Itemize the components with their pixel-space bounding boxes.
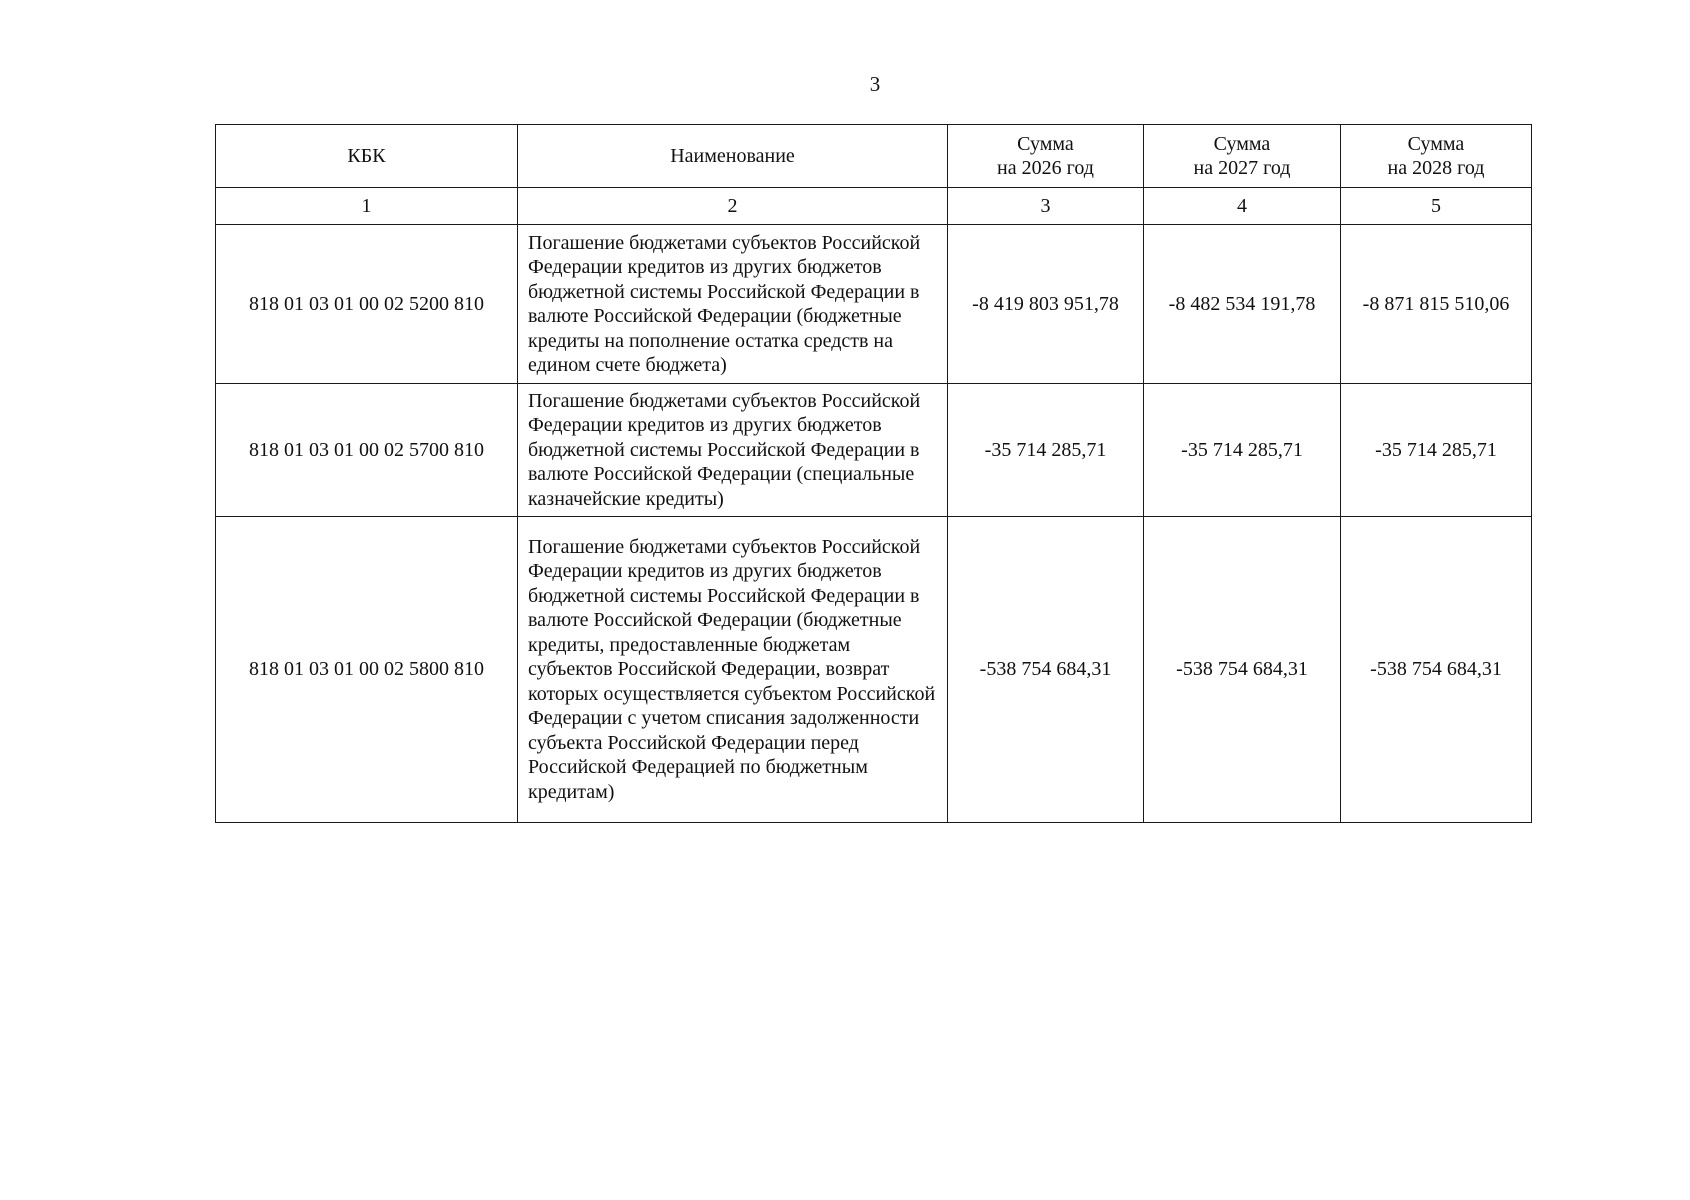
column-number-5: 5 [1341,188,1532,225]
sum-2026-cell: -35 714 285,71 [948,384,1144,517]
page-number: 3 [869,72,881,96]
sum-2027-cell: -8 482 534 191,78 [1144,225,1341,384]
column-number-3: 3 [948,188,1144,225]
header-sum-2028-label: Сумма [1407,132,1465,155]
name-cell: Погашение бюджетами субъектов Российской Федерации кредитов из других бюджетов бюджетной системы Российской Федерации в валюте Российской Федерации (бюджетные кредиты на пополнение остатка средств на едином счете бюджета) [518,225,948,384]
sum-2028-cell: -35 714 285,71 [1341,384,1532,517]
sum-2026-cell: -538 754 684,31 [948,517,1144,823]
table-header-row [216,125,1532,188]
sum-2026-cell: -8 419 803 951,78 [948,225,1144,384]
column-number-4: 4 [1144,188,1341,225]
kbk-cell: 818 01 03 01 00 02 5200 810 [216,225,518,384]
header-sum-2026-year: на 2026 год [997,157,1094,179]
header-sum-2028-year: на 2028 год [1387,157,1485,179]
table-row [216,225,1532,384]
column-number-1: 1 [216,188,518,225]
header-sum-2026-label: Сумма [1017,132,1074,155]
sum-2028-cell: -8 871 815 510,06 [1341,225,1532,384]
header-sum-2026 [948,125,1144,188]
header-kbk: КБК [216,125,518,188]
sum-2027-cell: -538 754 684,31 [1144,517,1341,823]
header-name: Наименование [518,125,948,188]
kbk-cell: 818 01 03 01 00 02 5800 810 [216,517,518,823]
table-row [216,384,1532,517]
name-cell: Погашение бюджетами субъектов Российской Федерации кредитов из других бюджетов бюджетной системы Российской Федерации в валюте Российской Федерации (специальные казначейские кредиты) [518,384,948,517]
header-sum-2027-label: Сумма [1213,132,1271,155]
column-number-2: 2 [518,188,948,225]
header-sum-2028 [1341,125,1532,188]
column-number-row [216,188,1532,225]
kbk-cell: 818 01 03 01 00 02 5700 810 [216,384,518,517]
table-row [216,517,1532,823]
sum-2027-cell: -35 714 285,71 [1144,384,1341,517]
name-cell: Погашение бюджетами субъектов Российской Федерации кредитов из других бюджетов бюджетной системы Российской Федерации в валюте Российской Федерации (бюджетные кредиты, предоставленные бюджетам субъектов Российской Федерации, возврат которых осуществляется субъектом Российской Федерации с учетом списания задолженности субъекта Российской Федерации перед Российской Федерацией по бюджетным кредитам) [518,517,948,823]
budget-table [215,124,1532,823]
header-sum-2027-year: на 2027 год [1193,157,1291,179]
sum-2028-cell: -538 754 684,31 [1341,517,1532,823]
header-sum-2027 [1144,125,1341,188]
